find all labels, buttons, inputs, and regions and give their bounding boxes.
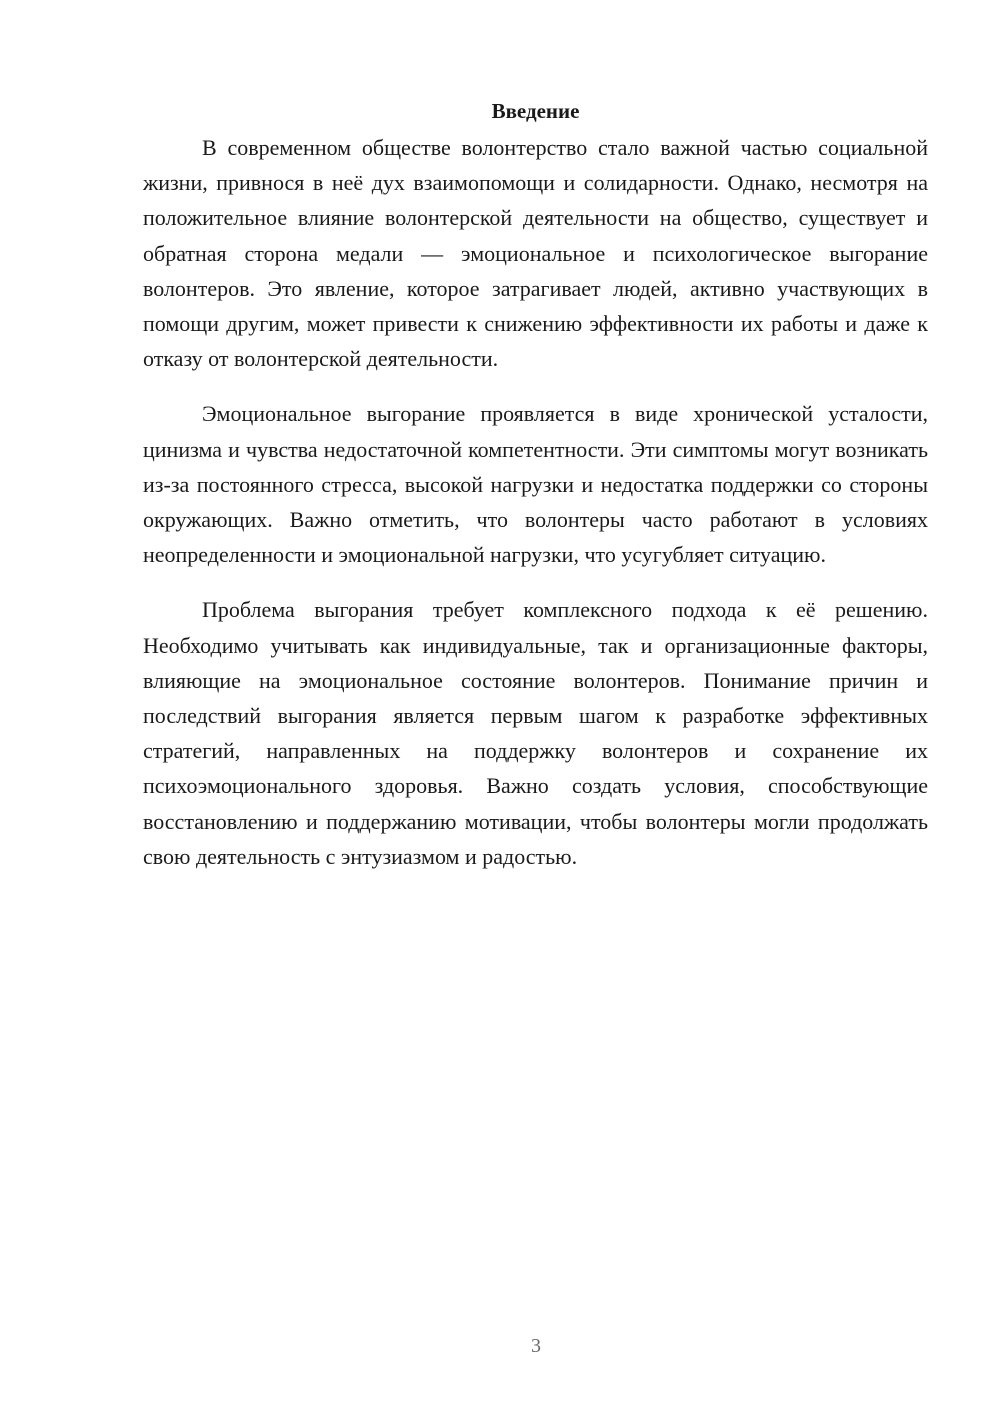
- paragraph-3: Проблема выгорания требует комплексного подхода к её решению. Необходимо учитывать как индивидуальные, так и организационные факторы, влияющие на эмоциональное состояние волонтеров. Понимание причин и последствий выгорания является первым шагом к разработке эффективных стратегий, направленных на поддержку волонтеров и сохранение их психоэмоционального здоровья. Важно создать условия, способствующие восстановлению и поддержанию мотивации, чтобы волонтеры могли продолжать свою деятельность с энтузиазмом и радостью.: [143, 597, 928, 869]
- paragraph-2: Эмоциональное выгорание проявляется в виде хронической усталости, цинизма и чувства недостаточной компетентности. Эти симптомы могут возникать из-за постоянного стресса, высокой нагрузки и недостатка поддержки со стороны окружающих. Важно отметить, что волонтеры часто работают в условиях неопределенности и эмоциональной нагрузки, что усугубляет ситуацию.: [143, 401, 928, 568]
- page-number: 3: [531, 1335, 541, 1357]
- paragraph-1: В современном обществе волонтерство стало важной частью социальной жизни, привнося в неё дух взаимопомощи и солидарности. Однако, несмотря на положительное влияние волонтерской деятельности на общество, существует и обратная сторона медали — эмоциональное и психологическое выгорание волонтеров. Это явление, которое затрагивает людей, активно участвующих в помощи другим, может привести к снижению эффективности их работы и даже к отказу от волонтерской деятельности.: [143, 135, 928, 372]
- section-title: Введение: [491, 99, 580, 123]
- page-content: [143, 96, 928, 894]
